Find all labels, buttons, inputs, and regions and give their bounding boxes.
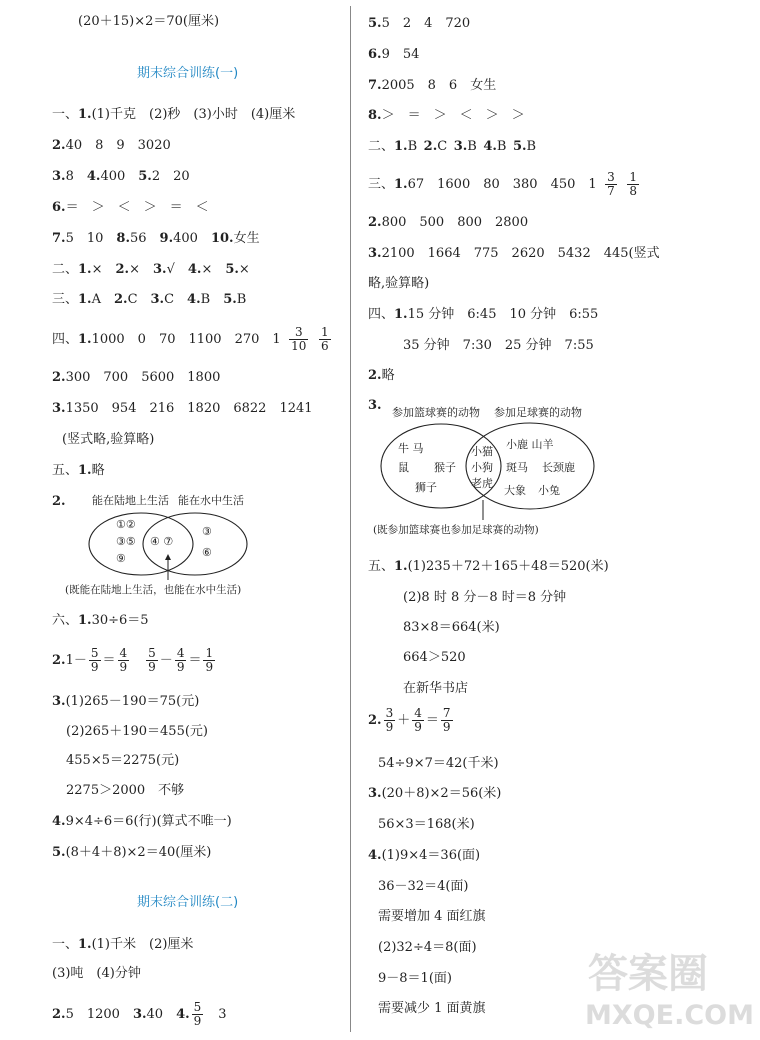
- venn-item: ①②: [116, 518, 136, 531]
- venn-item: 小狗: [471, 461, 493, 474]
- answer-line: 2275＞2000 不够: [66, 783, 185, 798]
- answer-line: 9－8＝1(面): [378, 971, 452, 986]
- venn-item: ③: [202, 525, 212, 538]
- venn-item: 长颈鹿: [542, 461, 575, 474]
- answer-line: 83×8＝664(米): [403, 620, 500, 635]
- answer-line: 5.(8＋4＋8)×2＝40(厘米): [52, 845, 212, 860]
- fraction: $\frac{3}{9}$: [385, 706, 394, 734]
- venn-item: ⑨: [116, 552, 126, 565]
- answer-line: 2.: [52, 494, 66, 509]
- fraction: $\frac{7}{9}$: [442, 706, 451, 734]
- fraction: $\frac{5}{9}$: [148, 646, 156, 674]
- answer-line: 六、1.30÷6＝5: [52, 613, 149, 628]
- venn-caption: (既能在陆地上生活，也能在水中生活): [65, 584, 242, 596]
- venn-item: 小鹿 山羊: [506, 438, 554, 451]
- answer-line: 5.5 2 4 720: [368, 16, 471, 31]
- answer-line: 一、1.(1)千克 (2)秒 (3)小时 (4)厘米: [52, 107, 296, 122]
- venn-right-label: 参加足球赛的动物: [494, 406, 582, 419]
- answer-line: 455×5＝2275(元): [66, 753, 180, 768]
- answer-line: 略,验算略): [368, 276, 430, 291]
- fraction: $\frac{4}{9}$: [119, 646, 128, 674]
- fraction: $\frac{4}{9}$: [176, 646, 185, 674]
- answer-line: 五、1.(1)235＋72＋165＋48＝520(米): [368, 559, 609, 574]
- fraction: $\frac{1}{8}$: [629, 170, 637, 198]
- answer-line: 4.(1)9×4＝36(面): [368, 848, 481, 863]
- venn-item: 鼠: [398, 461, 409, 474]
- answer-line: 664＞520: [403, 650, 466, 665]
- section-title: 期末综合训练(一): [137, 66, 239, 81]
- venn-item: 狮子: [415, 481, 437, 494]
- watermark-url: MXQE.COM: [585, 1000, 754, 1031]
- answer-line: 2.略: [368, 368, 395, 383]
- answer-line: 一、1.(1)千米 (2)厘米: [52, 937, 194, 952]
- answer-line: (2)32÷4＝8(面): [378, 940, 477, 955]
- fraction: $\frac{3}{7}$: [607, 170, 615, 198]
- answer-line: 在新华书店: [403, 681, 469, 696]
- fraction: $\frac{1}{6}$: [320, 325, 329, 353]
- section-title: 期末综合训练(二): [137, 895, 239, 910]
- answer-line: (竖式略,验算略): [62, 432, 155, 447]
- fraction: $\frac{5}{9}$: [193, 1000, 202, 1028]
- column-divider: [350, 6, 351, 1032]
- venn-item: 老虎: [471, 477, 493, 490]
- fraction: $\frac{5}{9}$: [90, 646, 99, 674]
- answer-line: 四、1.15 分钟 6:45 10 分钟 6:55: [368, 307, 599, 322]
- fraction: $\frac{4}{9}$: [414, 706, 422, 734]
- answer-line: (2)8 时 8 分－8 时＝8 分钟: [403, 590, 567, 605]
- venn-item: 小猫: [471, 445, 493, 458]
- answer-line: 2.5 1200 3.40 4. $\frac{5}{9}$ 3: [52, 1000, 227, 1028]
- venn-item: 小兔: [538, 484, 560, 497]
- answer-line: 4.9×4÷6＝6(行)(算式不唯一): [52, 814, 232, 829]
- answer-line: (3)吨 (4)分钟: [52, 966, 141, 981]
- answer-line: 7.2005 8 6 女生: [368, 78, 497, 93]
- answer-line: 2.40 8 9 3020: [52, 138, 171, 153]
- answer-line: 四、1.1000 0 70 1100 270 1 $\frac{3}{10}$ $\frac{1}{6}$: [52, 325, 329, 353]
- answer-line: 3.(20＋8)×2＝56(米): [368, 786, 502, 801]
- venn-item: 斑马: [506, 461, 528, 474]
- answer-line: 7.5 10 8.56 9.400 10.女生: [52, 231, 260, 246]
- watermark-logo: 答案圈: [588, 951, 708, 997]
- answer-line: 54÷9×7＝42(千米): [378, 756, 499, 771]
- answer-line: 35 分钟 7:30 25 分钟 7:55: [403, 338, 594, 353]
- answer-line: 3.1350 954 216 1820 6822 1241: [52, 401, 313, 416]
- answer-line: 三、1.67 1600 80 380 450 1 $\frac{3}{7}$ $\frac{1}{8}$: [368, 170, 637, 198]
- answer-line: 五、1.略: [52, 463, 105, 478]
- venn-item: ⑥: [202, 546, 212, 559]
- venn-item: 猴子: [434, 461, 456, 474]
- fraction: $\frac{3}{10}$: [291, 325, 307, 353]
- answer-line: 二、1.B 2.C 3.B 4.B 5.B: [368, 139, 537, 154]
- answer-line: 需要减少 1 面黄旗: [378, 1001, 486, 1016]
- answer-line: (2)265＋190＝455(元): [66, 724, 208, 739]
- answer-line: 二、1.× 2.× 3.√ 4.× 5.×: [52, 262, 250, 277]
- answer-line: 2. $\frac{3}{9}$ ＋ $\frac{4}{9}$ ＝ $\frac{7}{9}$: [368, 706, 451, 734]
- answer-line: 8.＞ ＝ ＞ ＜ ＞ ＞: [368, 108, 525, 123]
- venn-item: 牛 马: [398, 442, 424, 455]
- venn-right-label: 能在水中生活: [178, 494, 244, 507]
- venn-item: ④ ⑦: [150, 535, 174, 548]
- answer-line: 需要增加 4 面红旗: [378, 909, 486, 924]
- answer-line: 56×3＝168(米): [378, 817, 475, 832]
- answer-line: 6.＝ ＞ ＜ ＞ ＝ ＜: [52, 200, 209, 215]
- fraction: $\frac{1}{9}$: [205, 646, 214, 674]
- answer-line: 2.1－ $\frac{5}{9}$ ＝ $\frac{4}{9}$ $\frac{5}{9}$ － $\frac{4}{9}$ ＝ $\frac{1}{9}$: [52, 646, 214, 674]
- answer-line: 36－32＝4(面): [378, 879, 469, 894]
- answer-line: 3.8 4.400 5.2 20: [52, 169, 190, 184]
- venn-item: 大象: [504, 484, 526, 497]
- answer-line: 三、1.A 2.C 3.C 4.B 5.B: [52, 292, 247, 307]
- venn-left-label: 能在陆地上生活: [92, 494, 169, 507]
- answer-line: (20＋15)×2＝70(厘米): [78, 14, 220, 29]
- venn-left-label: 参加篮球赛的动物: [392, 406, 480, 419]
- answer-line: 3.: [368, 398, 382, 413]
- answer-line: 2.300 700 5600 1800: [52, 370, 221, 385]
- venn-caption: (既参加篮球赛也参加足球赛的动物): [373, 524, 539, 536]
- answer-line: 2.800 500 800 2800: [368, 215, 529, 230]
- answer-line: 6.9 54: [368, 47, 420, 62]
- answer-line: 3.(1)265－190＝75(元): [52, 694, 200, 709]
- answer-line: 3.2100 1664 775 2620 5432 445(竖式: [368, 246, 660, 261]
- venn-item: ③⑤: [116, 535, 136, 548]
